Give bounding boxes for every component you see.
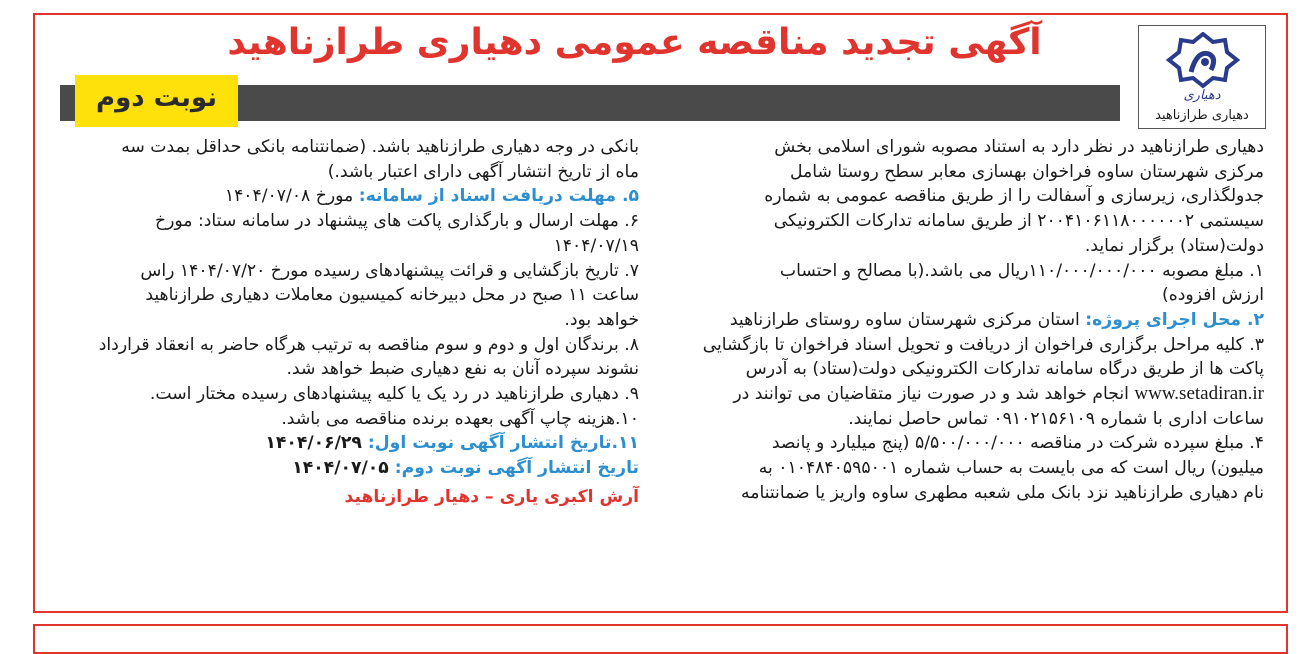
first-publish-date: ۱۴۰۴/۰۶/۲۹ <box>265 433 368 454</box>
document-deadline-label: ۵. مهلت دریافت اسناد از سامانه: <box>358 186 639 207</box>
body-line: ۱. مبلغ مصوبه ۱۱۰/۰۰۰/۰۰۰/۰۰۰ریال می باشد.(با مصالح و احتساب <box>779 260 1264 281</box>
website-after-text: انجام خواهد شد و در صورت نیاز متقاضیان می توانند در <box>733 384 1135 405</box>
body-line: پاکت ها از طریق درگاه سامانه تدارکات الکترونیکی دولت(ستاد) به آدرس <box>745 359 1264 380</box>
body-line: نشوند سپرده آنان به نفع دهیاری ضبط خواهد شد. <box>286 359 639 380</box>
website-link[interactable]: www.setadiran.ir <box>1134 383 1264 405</box>
body-line: بانکی در وجه دهیاری طرازناهید باشد. (ضمانتنامه بانکی حداقل بمدت سه <box>121 137 639 157</box>
body-line: خواهد بود. <box>564 309 639 330</box>
body-line: ساعات اداری با شماره ۰۹۱۰۲۱۵۶۱۰۹ تماس حاصل نمایند. <box>848 408 1264 429</box>
document-deadline-line <box>47 184 639 209</box>
document-deadline-date: مورخ ۱۴۰۴/۰۷/۰۸ <box>224 186 359 207</box>
body-line: ماه از تاریخ انتشار آگهی دارای اعتبار باشد.) <box>327 161 639 182</box>
right-column <box>678 135 1264 506</box>
first-publish-line <box>47 431 639 456</box>
body-line: ۶. مهلت ارسال و بارگذاری پاکت های پیشنهاد در سامانه ستاد: مورخ <box>155 211 639 232</box>
dehyari-logo <box>1138 25 1266 129</box>
second-publish-label: تاریخ انتشار آگهی نوبت دوم: <box>394 458 639 479</box>
body-line: نام دهیاری طرازناهید نزد بانک ملی شعبه مطهری ساوه واریز یا ضمانتنامه <box>741 482 1264 503</box>
project-location-line <box>678 308 1264 333</box>
website-line <box>678 382 1264 407</box>
project-location-label: ۲. محل اجرای پروژه: <box>1085 309 1264 330</box>
body-line: سیستمی ۲۰۰۴۱۰۶۱۱۸۰۰۰۰۰۰۲ از طریق سامانه تدارکات الکترونیکی <box>773 211 1264 232</box>
body-line: جدولگذاری، زیرسازی و آسفالت را از طریق مناقصه عمومی به شماره <box>764 186 1264 207</box>
body-line: ۴. مبلغ سپرده شرکت در مناقصه ۵/۵۰۰/۰۰۰/۰۰۰ (پنج میلیارد و پانصد <box>771 433 1264 454</box>
body-line: ۳. کلیه مراحل برگزاری فراخوان از دریافت و تحویل اسناد فراخوان تا بازگشایی <box>702 334 1264 355</box>
body-line: ساعت ۱۱ صبح در محل دبیرخانه کمیسیون معاملات دهیاری طرازناهید <box>145 285 639 306</box>
signature: آرش اکبری یاری – دهیار طرازناهید <box>344 486 639 507</box>
left-column <box>47 135 639 510</box>
second-publish-line <box>47 456 639 481</box>
second-publish-date: ۱۴۰۴/۰۷/۰۵ <box>292 458 395 479</box>
round-badge <box>75 75 238 127</box>
notice-title: آگهی تجدید مناقصه عمومی دهیاری طرازناهید <box>227 22 1042 63</box>
logo-script-text: دهیاری <box>1183 88 1221 103</box>
body-line: ۷. تاریخ بازگشایی و قرائت پیشنهادهای رسیده مورخ ۱۴۰۴/۰۷/۲۰ راس <box>140 260 639 281</box>
body-line: ۱۴۰۴/۰۷/۱۹ <box>553 235 639 256</box>
logo-caption: دهیاری طرازناهید <box>1155 108 1249 123</box>
body-line: ۱۰.هزینه چاپ آگهی بعهده برنده مناقصه می باشد. <box>281 408 639 429</box>
body-line: میلیون) ریال است که می بایست به حساب شماره ۰۱۰۴۸۴۰۵۹۵۰۰۱ به <box>758 458 1264 479</box>
project-location-text: استان مرکزی شهرستان ساوه روستای طرازناهید <box>729 309 1086 330</box>
body-line: دهیاری طرازناهید در نظر دارد به استناد مصوبه شورای اسلامی بخش <box>774 137 1264 157</box>
first-publish-label: ۱۱.تاریخ انتشار آگهی نوبت اول: <box>367 433 639 454</box>
dehyari-emblem-icon <box>1161 32 1245 94</box>
round-badge-text: نوبت دوم <box>96 83 217 113</box>
body-line: ۸. برندگان اول و دوم و سوم مناقصه به ترتیب هرگاه حاضر به انعقاد قرارداد <box>98 334 639 355</box>
next-notice-frame <box>33 624 1288 654</box>
body-line: مرکزی شهرستان ساوه فراخوان بهسازی معابر سطح روستا شامل <box>790 161 1264 182</box>
body-line: ارزش افزوده) <box>1162 285 1264 306</box>
body-line: دولت(ستاد) برگزار نماید. <box>1084 235 1264 256</box>
body-line: ۹. دهیاری طرازناهید در رد یک یا کلیه پیشنهادهای رسیده مختار است. <box>149 384 639 405</box>
